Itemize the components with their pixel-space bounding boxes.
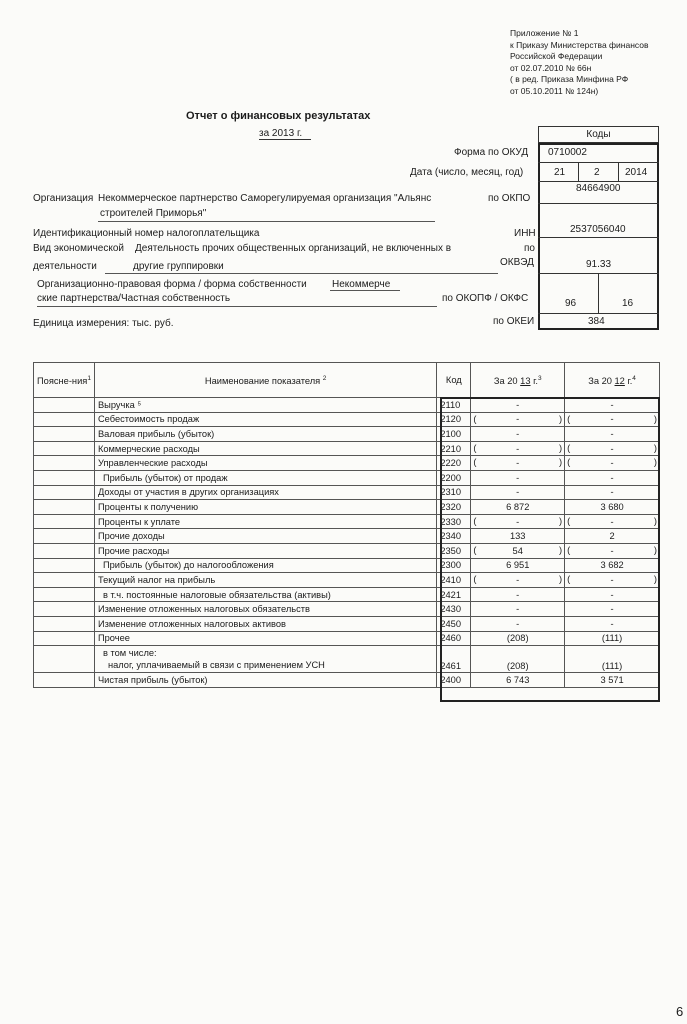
header-current-year — [471, 363, 565, 398]
inn-code: 2537056040 — [570, 224, 626, 235]
row-name: Коммерческие расходы — [94, 441, 436, 456]
page-number: 6 — [676, 1004, 684, 1019]
row-previous: - — [565, 587, 660, 602]
codes-header: Коды — [538, 126, 659, 143]
divider — [598, 273, 599, 313]
row-code: 2461 — [437, 646, 471, 673]
okei-code: 384 — [588, 316, 605, 327]
row-current: 133 — [471, 529, 565, 544]
value: - — [610, 545, 614, 556]
row-code: 2320 — [437, 500, 471, 515]
row-current: (208) — [471, 631, 565, 646]
row-code: 2400 — [437, 673, 471, 688]
paren: ) — [653, 413, 657, 424]
value: - — [516, 414, 520, 425]
row-name: Прибыль (убыток) до налогообложения — [94, 558, 436, 573]
appendix-line: от 02.07.2010 № 66н — [510, 62, 592, 73]
row-name: Изменение отложенных налоговых активов — [94, 616, 436, 631]
footnote-mark: 2 — [322, 374, 327, 382]
appendix-line: Приложение № 1 — [510, 28, 579, 38]
underline — [98, 221, 435, 222]
footnote-mark: 3 — [537, 374, 542, 382]
table-header-row — [34, 363, 660, 398]
paren: ( — [567, 442, 571, 453]
value: - — [516, 574, 520, 585]
row-code: 2200 — [437, 470, 471, 485]
notes-cell — [34, 456, 95, 471]
row-current: - — [471, 587, 565, 602]
value: - — [610, 443, 614, 454]
paren: ) — [559, 457, 563, 468]
row-name: Прочее — [94, 631, 436, 646]
notes-cell — [34, 631, 95, 646]
row-current: - — [471, 485, 565, 500]
row-name: Доходы от участия в других организациях — [94, 485, 436, 500]
okved-code: 91.33 — [586, 259, 612, 270]
value: - — [610, 414, 614, 425]
report-period: за 2013 г. — [259, 128, 311, 140]
org-name-line1: Некоммерческое партнерство Саморегулируемая организация "Альянс — [98, 193, 432, 204]
row-previous: - — [565, 398, 660, 413]
header-notes-text: Поясне-ния — [37, 376, 88, 387]
paren: ) — [559, 442, 563, 453]
paren: ( — [567, 544, 571, 555]
notes-cell — [34, 412, 95, 427]
okved-label-1: по — [524, 243, 535, 254]
activity-text-1: Деятельность прочих общественных организаций, не включенных в — [135, 243, 452, 254]
row-previous: - — [565, 616, 660, 631]
row-name — [94, 646, 436, 673]
row-previous: (111) — [565, 646, 660, 673]
paren: ( — [473, 457, 477, 468]
notes-cell — [34, 485, 95, 500]
legal-form-text-2: ские партнерства/Частная собственность — [37, 293, 231, 304]
date-year: 2014 — [625, 167, 648, 178]
appendix-line: от 05.10.2011 № 124н) — [510, 85, 599, 96]
row-name: Прочие расходы — [94, 543, 436, 558]
header-year-suffix: г. — [533, 376, 538, 387]
footnote-mark: 4 — [632, 374, 636, 382]
paren: ( — [473, 442, 477, 453]
row-name: Прибыль (убыток) от продаж — [94, 470, 436, 485]
row-name-part-a: в том числе: — [102, 648, 157, 659]
row-code: 2430 — [437, 602, 471, 617]
notes-cell — [34, 573, 95, 588]
row-name: Текущий налог на прибыль — [94, 573, 436, 588]
notes-cell — [34, 673, 95, 688]
value: 54 — [512, 545, 523, 556]
paren: ) — [559, 515, 563, 526]
row-previous: - — [565, 602, 660, 617]
notes-cell — [34, 500, 95, 515]
row-name: Изменение отложенных налоговых обязательств — [94, 602, 436, 617]
values-frame — [440, 397, 660, 702]
row-previous: - — [565, 470, 660, 485]
paren: ( — [473, 544, 477, 555]
divider — [578, 162, 579, 181]
paren: ) — [653, 442, 657, 453]
row-code: 2350 — [437, 543, 471, 558]
header-year-prefix: За 20 — [588, 376, 612, 387]
header-previous-year — [565, 363, 660, 398]
divider — [538, 162, 659, 163]
row-previous: 3 680 — [565, 500, 660, 515]
notes-cell — [34, 529, 95, 544]
paren: ) — [559, 413, 563, 424]
divider — [538, 237, 659, 238]
activity-text-2: другие группировки — [133, 261, 224, 272]
row-code: 2421 — [437, 587, 471, 602]
paren: ( — [567, 574, 571, 585]
org-label: Организация — [33, 193, 94, 204]
value: - — [610, 574, 614, 585]
okei-label: по ОКЕИ — [493, 316, 535, 327]
row-code: 2310 — [437, 485, 471, 500]
row-name: Чистая прибыль (убыток) — [94, 673, 436, 688]
row-name: Валовая прибыль (убыток) — [94, 427, 436, 442]
value: - — [516, 516, 520, 527]
row-code: 2340 — [437, 529, 471, 544]
row-name: Себестоимость продаж — [94, 412, 436, 427]
paren: ( — [473, 574, 477, 585]
legal-form-label: Организационно-правовая форма / форма собственности — [37, 279, 307, 290]
okpo-code: 84664900 — [576, 183, 621, 194]
value: - — [610, 458, 614, 469]
row-current: - — [471, 616, 565, 631]
row-name: Прочие доходы — [94, 529, 436, 544]
row-previous: 3 571 — [565, 673, 660, 688]
paren: ( — [473, 413, 477, 424]
row-name-part-b: налог, уплачиваемый в связи с применением УСН — [107, 660, 325, 671]
row-code: 2300 — [437, 558, 471, 573]
underline — [330, 290, 400, 291]
header-year-prefix: За 20 — [493, 376, 518, 387]
okopf-code: 96 — [565, 298, 577, 309]
header-name-text: Наименование показателя — [204, 376, 321, 387]
notes-cell — [34, 587, 95, 602]
notes-cell — [34, 558, 95, 573]
row-code: 2410 — [437, 573, 471, 588]
okfs-code: 16 — [622, 298, 634, 309]
row-code: 2330 — [437, 514, 471, 529]
inn-label: Идентификационный номер налогоплательщика — [33, 228, 260, 239]
date-label: Дата (число, месяц, год) — [410, 167, 524, 178]
row-name: Выручка ⁵ — [94, 398, 436, 413]
appendix-note — [510, 28, 680, 97]
notes-cell — [34, 602, 95, 617]
paren: ( — [567, 515, 571, 526]
underline — [37, 306, 437, 307]
row-code: 2110 — [437, 398, 471, 413]
header-year: 12 — [614, 376, 625, 387]
okud-code: 0710002 — [548, 147, 587, 158]
date-day: 21 — [554, 167, 566, 178]
date-month: 2 — [594, 167, 600, 178]
legal-form-text-1: Некоммерче — [332, 279, 391, 290]
notes-cell — [34, 616, 95, 631]
paren: ) — [559, 544, 563, 555]
paren: ) — [653, 457, 657, 468]
appendix-line: к Приказу Министерства финансов — [510, 39, 649, 50]
row-current: - — [471, 398, 565, 413]
row-current: - — [471, 427, 565, 442]
paren: ( — [567, 457, 571, 468]
header-notes — [34, 363, 95, 398]
unit-label: Единица измерения: тыс. руб. — [33, 318, 174, 329]
row-name: Управленческие расходы — [94, 456, 436, 471]
appendix-line: Российской Федерации — [510, 51, 603, 61]
row-name: Проценты к уплате — [94, 514, 436, 529]
header-year: 13 — [520, 376, 531, 387]
activity-label-1: Вид экономической — [33, 243, 124, 254]
paren: ( — [567, 413, 571, 424]
value: - — [610, 516, 614, 527]
header-name — [94, 363, 436, 398]
row-previous: - — [565, 427, 660, 442]
divider — [538, 313, 659, 314]
paren: ( — [473, 515, 477, 526]
value: - — [516, 458, 520, 469]
row-current: (208) — [471, 646, 565, 673]
header-code: Код — [437, 363, 471, 398]
notes-cell — [34, 427, 95, 442]
okpo-label: по ОКПО — [488, 193, 531, 204]
row-code: 2220 — [437, 456, 471, 471]
notes-cell — [34, 543, 95, 558]
row-current: - — [471, 470, 565, 485]
notes-cell — [34, 646, 95, 673]
org-name-line2: строителей Приморья" — [100, 208, 207, 219]
notes-cell — [34, 514, 95, 529]
row-previous: 2 — [565, 529, 660, 544]
row-code: 2100 — [437, 427, 471, 442]
header-year-suffix: г. — [627, 376, 633, 387]
footnote-mark: 1 — [87, 374, 91, 382]
paren: ) — [653, 515, 657, 526]
row-code: 2120 — [437, 412, 471, 427]
row-previous: 3 682 — [565, 558, 660, 573]
inn-code-label: ИНН — [514, 228, 536, 239]
paren: ) — [559, 574, 563, 585]
row-code: 2450 — [437, 616, 471, 631]
divider — [618, 162, 619, 181]
okved-label-2: ОКВЭД — [500, 257, 534, 268]
notes-cell — [34, 470, 95, 485]
row-current: - — [471, 602, 565, 617]
divider — [538, 181, 659, 182]
row-current: 6 872 — [471, 500, 565, 515]
divider — [538, 203, 659, 204]
paren: ) — [653, 574, 657, 585]
okopf-label: по ОКОПФ / ОКФС — [442, 293, 529, 304]
row-code: 2210 — [437, 441, 471, 456]
row-current: 6 951 — [471, 558, 565, 573]
activity-label-2: деятельности — [33, 261, 97, 272]
row-current: 6 743 — [471, 673, 565, 688]
paren: ) — [653, 544, 657, 555]
row-name: Проценты к получению — [94, 500, 436, 515]
row-previous: - — [565, 485, 660, 500]
appendix-line: ( в ред. Приказа Минфина РФ — [510, 74, 629, 84]
notes-cell — [34, 441, 95, 456]
underline — [105, 273, 498, 274]
row-previous: (111) — [565, 631, 660, 646]
value: - — [516, 443, 520, 454]
document-title: Отчет о финансовых результатах — [186, 110, 371, 122]
row-name: в т.ч. постоянные налоговые обязательства (активы) — [94, 587, 436, 602]
okud-label: Форма по ОКУД — [454, 147, 529, 158]
row-code: 2460 — [437, 631, 471, 646]
notes-cell — [34, 398, 95, 413]
